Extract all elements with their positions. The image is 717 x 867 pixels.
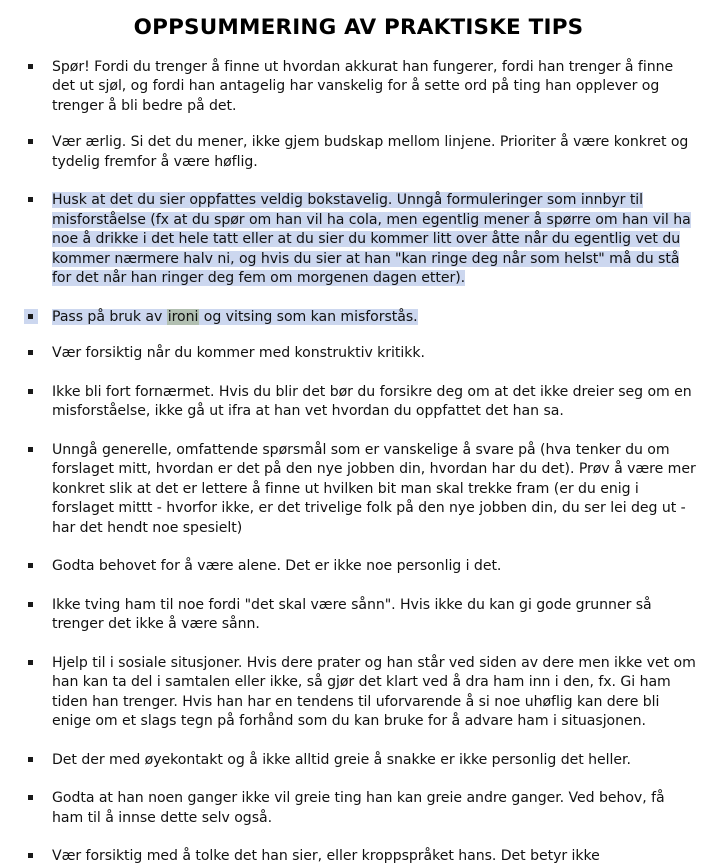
square-bullet-icon (28, 350, 33, 355)
square-bullet-icon (28, 602, 33, 607)
list-item-text: Unngå generelle, omfattende spørsmål som er vanskelige å svare på (hva tenker du om forslaget mitt, hvordan er det på den nye jobben din, hvordan har du det). Prøv å være mer konkret slik at det er lettere å finne ut hvilken bit man skal trekke fram (er du enig i forslaget mittt - hvorfor ikke, er det trivelige folk på den nye jobben din, du ser lei deg ut - har det hendt noe spesielt) (52, 441, 696, 536)
page-title: OPPSUMMERING AV PRAKTISKE TIPS (133, 15, 584, 40)
square-bullet-icon (28, 64, 33, 69)
tips-bullet-list (0, 58, 717, 867)
list-item[interactable] (0, 133, 717, 172)
list-item[interactable] (0, 596, 717, 635)
square-bullet-icon (28, 660, 33, 665)
list-item-text: Ikke bli fort fornærmet. Hvis du blir det bør du forsikre deg om at det ikke dreier seg om en misforståelse, ikke gå ut ifra at han vet hvordan du oppfattet det han sa. (52, 383, 692, 420)
list-item-text: Godta at han noen ganger ikke vil greie ting han kan greie andre ganger. Ved behov, få ham til å innse dette selv også. (52, 790, 665, 826)
list-item-text: Vær forsiktig med å tolke det han sier, eller kroppspråket hans. Det betyr ikke (52, 848, 600, 865)
list-item-text: Vær ærlig. Si det du mener, ikke gjem budskap mellom linjene. Prioriter å være konkret og tydelig fremfor å være høflig. (52, 134, 689, 170)
square-bullet-icon (28, 197, 33, 202)
list-item[interactable] (0, 383, 717, 422)
square-bullet-icon (28, 795, 33, 800)
square-bullet-icon (28, 389, 33, 394)
text-before-highlight: Pass på bruk av (52, 308, 167, 325)
list-item[interactable] (0, 58, 717, 117)
list-item[interactable] (0, 789, 717, 828)
square-bullet-icon (28, 314, 33, 319)
list-item-text: Hjelp til i sosiale situsjoner. Hvis dere prater og han står ved siden av dere men ikke vet om han kan ta del i samtalen eller ikke, så gjør det klart ved å dra ham inn i den, fx. Gi ham tiden han trenger. Hvis han har en tendens til uforvarende å si noe uhøflig kan dere bli enige om et slags tegn på forhånd som du kan bruke for å advare ham i situasjonen. (52, 654, 696, 730)
list-item[interactable] (0, 441, 717, 539)
list-item[interactable] (0, 344, 717, 364)
square-bullet-icon (28, 757, 33, 762)
list-item[interactable] (0, 557, 717, 577)
square-bullet-icon (28, 563, 33, 568)
square-bullet-icon (28, 853, 33, 858)
list-item-text: Ikke tving ham til noe fordi "det skal være sånn". Hvis ikke du kan gi gode grunner så trenger det ikke å være sånn. (52, 596, 652, 633)
list-item-text: Godta behovet for å være alene. Det er ikke noe personlig i det. (52, 558, 502, 575)
text-after-highlight: og vitsing som kan misforstås. (199, 308, 418, 325)
list-item-text (52, 309, 418, 325)
list-item[interactable] (0, 751, 717, 771)
list-item-text: Vær forsiktig når du kommer med konstruktiv kritikk. (52, 345, 425, 362)
list-item-truncated[interactable] (0, 847, 717, 867)
list-item-text: Spør! Fordi du trenger å finne ut hvordan akkurat han fungerer, fordi han trenger å finne det ut sjøl, og fordi han antagelig har vanskelig for å sette ord på ting han opplever og trenger å bli bedre på det. (52, 58, 674, 114)
square-bullet-icon (28, 447, 33, 452)
list-item-text: Det der med øyekontakt og å ikke alltid greie å snakke er ikke personlig det heller. (52, 751, 631, 768)
highlighted-word[interactable]: ironi (167, 308, 199, 325)
list-item-selected[interactable] (0, 308, 717, 328)
list-item[interactable] (0, 654, 717, 732)
list-item-selected[interactable] (0, 191, 717, 289)
square-bullet-icon (28, 139, 33, 144)
list-item-text: Husk at det du sier oppfattes veldig bokstavelig. Unngå formuleringer som innbyr til misforståelse (fx at du spør om han vil ha cola, men egentlig mener å spørre om han vil ha noe å drikke i det hele tatt eller at du sier du kommer litt over åtte når du egentlig vet du kommer nærmere halv ni, og hvis du sier at han "kan ringe deg når som helst" må du stå for det når han ringer deg fem om morgenen dagen etter). (52, 192, 691, 287)
